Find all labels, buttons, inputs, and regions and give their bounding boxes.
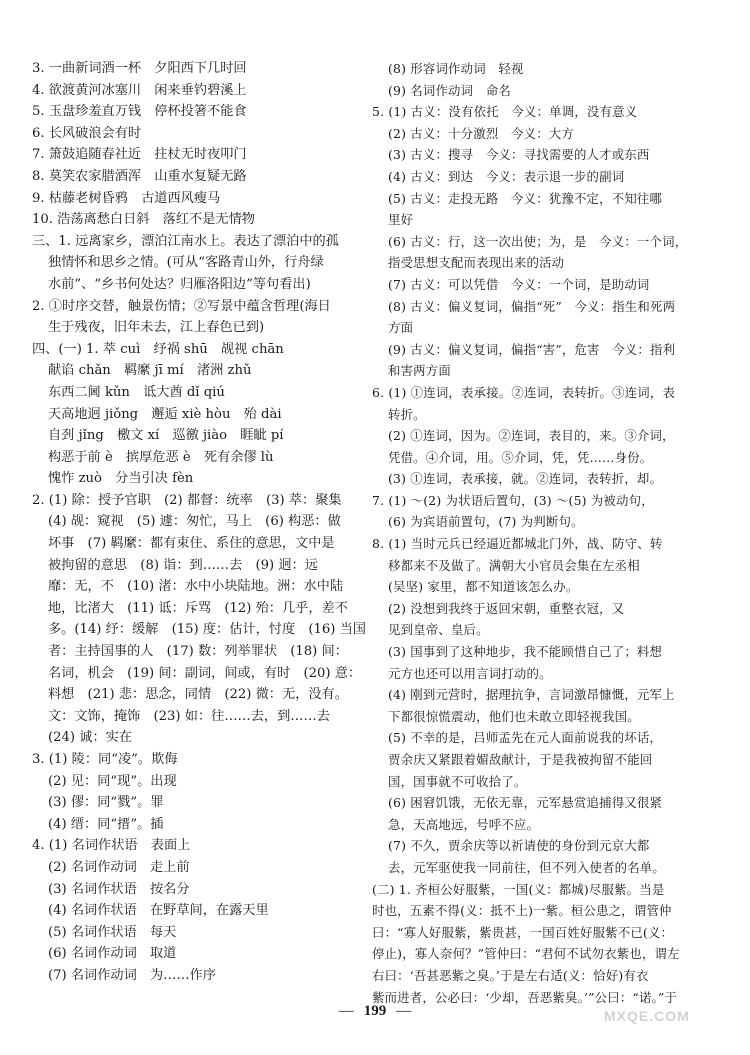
text-line: 方面 [388,320,414,336]
text-line: 料想 (21) 悲：思念，同情 (22) 微：无，没有。 [48,687,348,703]
text-line: 和害两方面 [388,363,451,379]
text-line: (吴坚) 家里，都不知道该怎么办。 [388,579,579,595]
page-number-text: 199 [363,1003,387,1019]
text-line: 去，元军驱使我一同前往，但不列入使者的名单。 [388,859,665,875]
text-line: (6) 古义：行，这一次出使；为，是 今义：一个词， [388,233,688,249]
text-line: 右曰：‘吾甚恶紫之臭。’于是左右适(义：恰好)有衣 [372,967,649,983]
text-line: 5. 玉盘珍羞直万钱 停杯投箸不能食 [32,104,247,120]
text-line: (2) 没想到我终于返回宋朝，重整衣冠，又 [388,600,625,616]
text-line: 东西二阃 kǔn 诋大酋 dǐ qiú [48,384,225,400]
text-line: 3. 一曲新词酒一杯 夕阳西下几时回 [32,61,247,76]
text-line: (5) 古义：走投无路 今义：犹豫不定，不知往哪 [388,190,663,206]
text-line: (24) 诚：实在 [48,730,133,746]
text-line: (9) 名词作动词 命名 [388,82,512,98]
text-line: 被拘留的意思 (8) 诣：到……去 (9) 迥：远 [48,557,318,573]
text-line: 多。(14) 纾：缓解 (15) 度：估计，忖度 (16) 当国 [48,622,366,638]
text-line: (2) 见：同“现”。出现 [48,773,177,789]
text-line: 构恶于前 è 摈厚危恶 è 死有余僇 lù [48,449,274,465]
text-line: 7. (1) ～(2) 为状语后置句，(3) ～(5) 为被动句， [372,492,654,508]
text-line: (7) 古义：可以凭借 今义：一个词，是助动词 [388,276,650,292]
text-line: 名词，机会 (19) 间：副词，间或，有时 (20) 意： [48,665,362,681]
text-line: (2) ①连词，因为。②连词，表目的，来。③介词， [388,428,675,444]
text-line: 曰：“寡人好服紫，紫贵甚，一国百姓好服紫不已(义： [372,924,674,940]
text-line: (6) 困窘饥饿，无依无靠，元军悬赏追捕得又很紧 [388,795,663,811]
watermark [604,1008,742,1052]
text-line: 转折。 [388,406,426,422]
text-line: 献谄 chǎn 羁縻 jī mí 渚洲 zhǔ [48,363,252,379]
text-line: 紫而进者，公必曰：‘少却，吾恶紫臭。’”公曰：“诺。”于 [372,989,678,1005]
text-line: 移都来不及做了。满朝大小官员会集在左丞相 [388,557,640,573]
text-line: 愧怍 zuò 分当引决 fèn [48,471,194,487]
text-line: (3) ①连词，表承接，就。②连词，表转折，却。 [388,471,663,487]
page-number: — 199 — [338,1003,412,1019]
text-line: 元方也还可以用言词打动的。 [388,665,552,681]
text-line: 贾余庆又紧跟着媚敌献计，于是我被拘留不能回 [388,752,653,767]
text-line: (8) 古义：偏义复词，偏指“死” 今义：指生和死两 [388,298,676,314]
text-line: (9) 古义：偏义复词，偏指“害”，危害 今义：指利 [388,341,676,357]
text-line: 文：文饰，掩饰 (23) 如：往……去，到……去 [48,708,330,724]
text-line: 3. (1) 陵：同“凌”。欺侮 [32,752,178,767]
watermark-url: MXQE.COM [604,1008,690,1024]
text-line: (7) 不久，贾余庆等以祈请使的身份到元京大都 [388,838,650,854]
text-line: 里好 [388,212,414,228]
text-line: (3) 国事到了这种地步，我不能顾惜自己了；料想 [388,644,663,660]
text-line: 四、(一) 1. 萃 cuì 纾祸 shū 觇视 chān [32,341,284,357]
text-line: (4) 缙：同“搢”。插 [48,816,164,832]
text-line: 急，天高地远，号呼不应。 [388,816,540,832]
text-line: 独情怀和思乡之情。(可从“客路青山外，行舟绿 [48,255,324,271]
text-line: (4) 刚到元营时，据理抗争，言词激昂慷慨，元军上 [388,687,675,703]
text-line: 指受思想支配而表现出来的活动 [388,255,565,271]
text-line: (4) 觇：窥视 (5) 遽：匆忙，马上 (6) 构恶：做 [48,514,341,530]
text-line: 8. (1) 当时元兵已经逼近都城北门外，战、防守、转 [372,536,663,552]
text-line: 6. (1) ①连词，表承接。②连词，表转折。③连词，表 [372,384,676,400]
text-line: 2. (1) 除：授予官职 (2) 都督：统率 (3) 萃：聚集 [32,492,342,508]
text-line: 自刭 jǐng 檄文 xí 巡徼 jiào 睚眦 pí [48,428,284,444]
text-line: (3) 古义：搜寻 今义：寻找需要的人才或东西 [388,147,650,163]
text-line: (4) 名词作状语 在野草间，在露天里 [48,903,269,919]
text-line: (3) 僇：同“戮”。罪 [48,795,164,811]
text-line: 靡：无，不 (10) 渚：水中小块陆地。洲：水中陆 [48,579,344,595]
text-line: 见到皇帝、皇后。 [388,622,489,638]
text-line: 停止)，寡人奈何？”管仲曰：“君何不试勿衣紫也，谓左 [372,946,680,962]
right-column [372,58,717,1008]
left-column [32,58,372,987]
text-line: (8) 形容词作动词 轻视 [388,61,524,76]
text-line: (6) 名词作动词 取道 [48,946,177,962]
text-line: 者：主持国事的人 (17) 数：列举罪状 (18) 间： [48,644,348,660]
text-line: 8. 莫笑农家腊酒浑 山重水复疑无路 [32,168,247,184]
text-line: 天高地迥 jiǒng 邂逅 xiè hòu 殆 dài [48,406,282,422]
text-line: (4) 古义：到达 今义：表示退一步的副词 [388,168,625,184]
text-line: 2. ①时序交替，触景伤情；②写景中蕴含哲理(海日 [32,298,331,314]
text-line: 凭借。④介词，用。⑤介词，凭，凭……身份。 [388,449,653,465]
text-line: 6. 长风破浪会有时 [32,125,142,141]
text-line: (6) 为宾语前置句，(7) 为判断句。 [388,514,584,530]
text-line: 生于残夜，旧年未去，江上春色已到) [48,320,265,336]
text-line: (二) 1. 齐桓公好服紫，一国(义：都城)尽服紫。当是 [372,881,665,897]
text-line: 坏事 (7) 羁縻：都有束住、系住的意思，文中是 [48,536,335,552]
text-line: 国，国事就不可收拾了。 [388,773,527,789]
text-line: 下都很惊慌震动，他们也未敢立即轻视我国。 [388,708,640,724]
text-line: 4. (1) 名词作状语 表面上 [32,838,191,854]
text-line: (7) 名词作动词 为……作序 [48,967,216,983]
text-line: 时也，五素不得(义：抵不上)一紫。桓公患之，谓管仲 [372,903,672,919]
text-line: (3) 名词作状语 按名分 [48,881,190,897]
text-line: (5) 名词作状语 每天 [48,924,177,940]
text-line: (5) 不幸的是，吕师孟先在元人面前说我的坏话， [388,730,663,746]
text-line: 5. (1) 古义：没有依托 今义：单调，没有意义 [372,104,638,120]
text-line: 4. 欲渡黄河冰塞川 闲来垂钓碧溪上 [32,82,247,98]
text-line: 地，比渚大 (11) 诋：斥骂 (12) 殆：几乎，差不 [48,600,348,616]
text-line: 水前”、“乡书何处达？归雁洛阳边”等句看出) [48,276,311,292]
text-line: 7. 箫鼓追随春社近 拄杖无时夜叩门 [32,147,247,163]
text-line: 9. 枯藤老树昏鸦 古道西风瘦马 [32,190,221,206]
text-line: 10. 浩荡离愁白日斜 落红不是无情物 [32,212,255,228]
text-line: (2) 名词作动词 走上前 [48,859,190,875]
text-line: 三、1. 远离家乡，漂泊江南水上。表达了漂泊中的孤 [32,233,339,249]
text-line: (2) 古义：十分激烈 今义：大方 [388,125,574,141]
